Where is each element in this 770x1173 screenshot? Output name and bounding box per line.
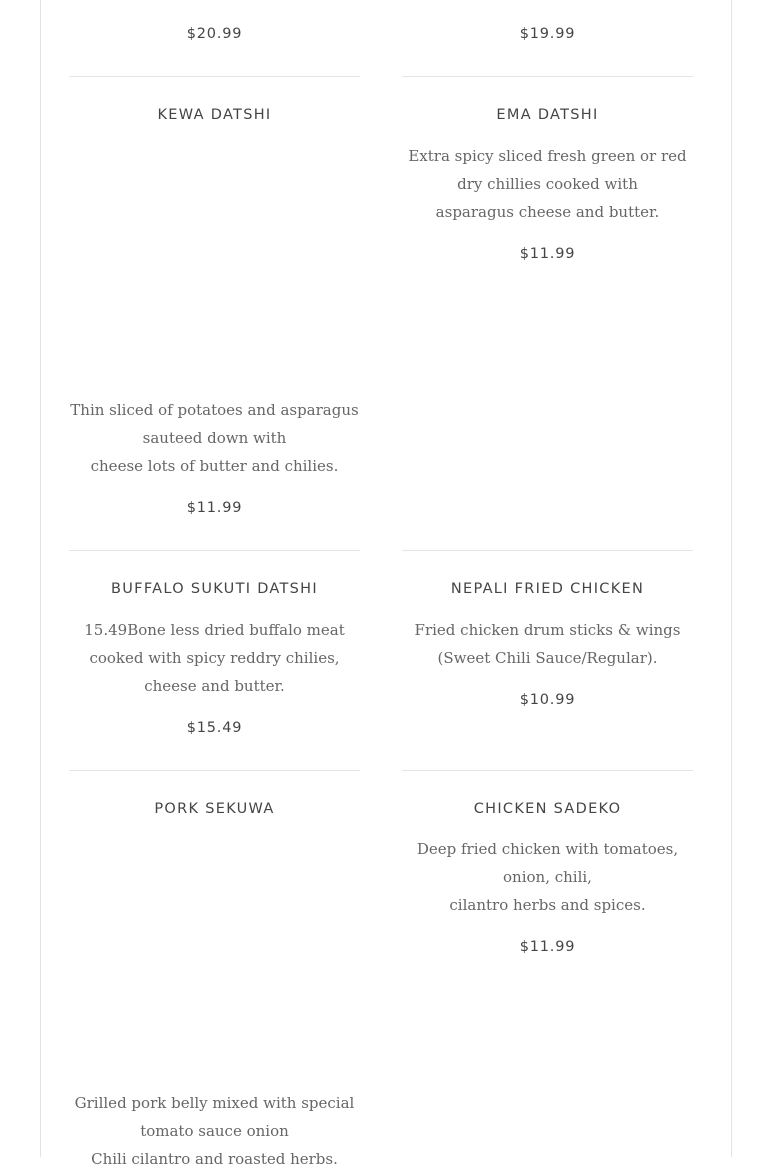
description-line: cilantro herbs and spices. [449, 896, 646, 914]
item-name: BUFFALO SUKUTI DATSHI [111, 581, 318, 597]
item-name: CHICKEN SADEKO [473, 801, 622, 817]
description-line: cooked with spicy reddry chilies, [89, 649, 340, 667]
divider [402, 550, 693, 551]
item-description [69, 1089, 360, 1173]
description-line: (Sweet Chili Sauce/Regular). [437, 649, 658, 667]
description-line: tomato sauce onion [140, 1122, 289, 1140]
item-name: KEWA DATSHI [157, 107, 272, 123]
description-line: cheese and butter. [144, 677, 285, 695]
description-line: Chili cilantro and roasted herbs. [91, 1150, 338, 1168]
item-name: EMA DATSHI [496, 107, 599, 123]
item-name: NEPALI FRIED CHICKEN [450, 581, 645, 597]
divider [69, 76, 360, 77]
divider [69, 770, 360, 771]
item-price: $11.99 [519, 246, 576, 262]
item-description [402, 142, 693, 226]
item-price: $20.99 [186, 26, 243, 42]
item-name: PORK SEKUWA [154, 801, 275, 817]
description-line: cheese lots of butter and chilies. [90, 457, 339, 475]
description-line: Thin sliced of potatoes and asparagus [70, 401, 359, 419]
item-price: $15.49 [186, 720, 243, 736]
item-description [69, 396, 360, 480]
item-price: $11.99 [519, 939, 576, 955]
description-line: Fried chicken drum sticks & wings [414, 621, 681, 639]
description-line: Extra spicy sliced fresh green or red [408, 147, 687, 165]
item-price: $11.99 [186, 500, 243, 516]
description-line: Deep fried chicken with tomatoes, [416, 840, 679, 858]
description-line: asparagus cheese and butter. [435, 203, 660, 221]
description-line: dry chillies cooked with [457, 175, 638, 193]
item-description [69, 616, 360, 700]
item-description [402, 616, 693, 672]
description-line: onion, chili, [503, 868, 592, 886]
item-price: $19.99 [519, 26, 576, 42]
divider [402, 76, 693, 77]
item-price: $10.99 [519, 692, 576, 708]
divider [69, 550, 360, 551]
description-line: Grilled pork belly mixed with special [74, 1094, 355, 1112]
item-description [402, 835, 693, 919]
description-line: sauteed down with [142, 429, 287, 447]
description-line: 15.49Bone less dried buffalo meat [84, 621, 345, 639]
divider [402, 770, 693, 771]
